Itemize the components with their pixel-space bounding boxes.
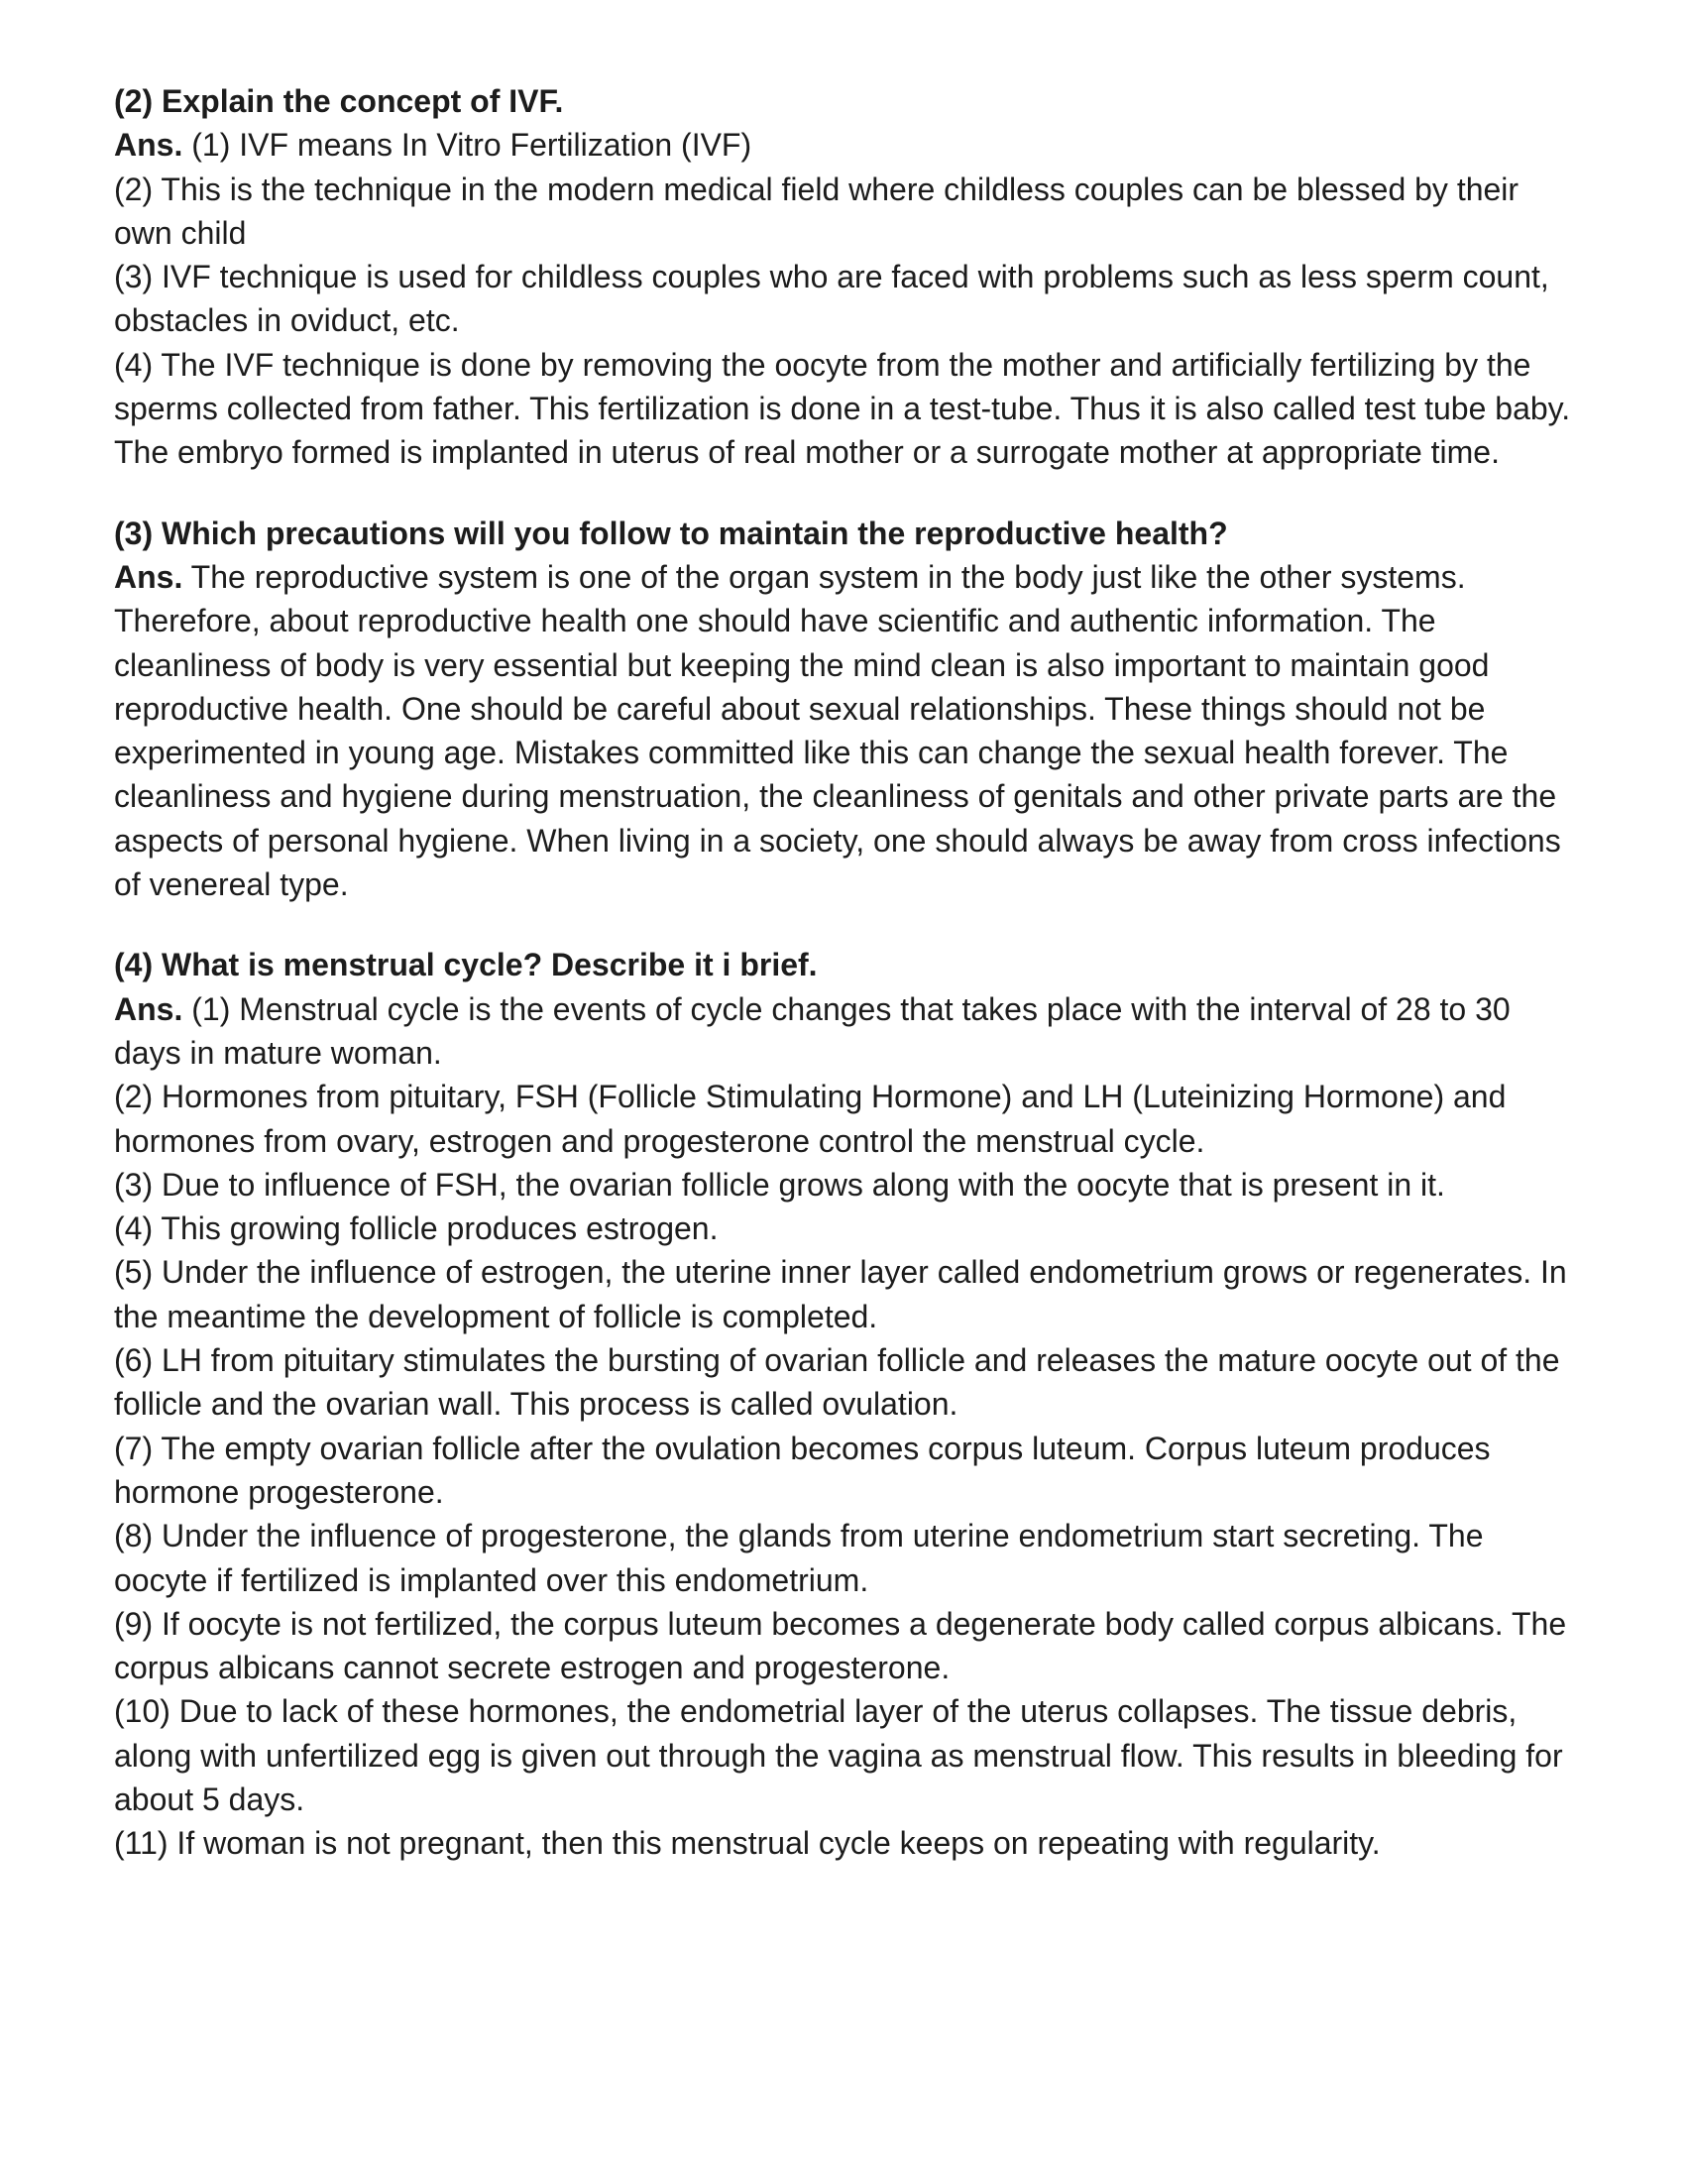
answer-label: Ans. [114,127,183,164]
question-heading: (4) What is menstrual cycle? Describe it i brief. [114,947,818,983]
answer-text: (1) Menstrual cycle is the events of cycle changes that takes place with the interval of 28 to 30 days in mature woman. [114,990,1511,1071]
answer-line: (10) Due to lack of these hormones, the endometrial layer of the uterus collapses. The tissue debris, along with unfertilized egg is given out through the vagina as menstrual flow. This results in bleeding for about 5 days. [114,1693,1563,1817]
qa-section-reproductive-health [114,512,1581,907]
question-heading: (2) Explain the concept of IVF. [114,83,564,119]
answer-line [114,123,1581,167]
document-page [114,79,1581,1866]
answer-line: (5) Under the influence of estrogen, the uterine inner layer called endometrium grows or regenerates. In the meantime the development of follicle is completed. [114,1254,1567,1334]
answer-line: (2) This is the technique in the modern medical field where childless couples can be blessed by their own child [114,171,1519,251]
answer-line: (7) The empty ovarian follicle after the ovulation becomes corpus luteum. Corpus luteum produces hormone progesterone. [114,1430,1491,1510]
qa-section-ivf [114,79,1581,475]
answer-line: (8) Under the influence of progesterone, the glands from uterine endometrium start secreting. The oocyte if fertilized is implanted over this endometrium. [114,1518,1484,1598]
answer-line: (2) Hormones from pituitary, FSH (Follicle Stimulating Hormone) and LH (Luteinizing Hormone) and hormones from ovary, estrogen and progesterone control the menstrual cycle. [114,1079,1507,1159]
answer-line: (3) IVF technique is used for childless couples who are faced with problems such as less sperm count, obstacles in oviduct, etc. [114,259,1549,339]
answer-text: The reproductive system is one of the organ system in the body just like the other systems. Therefore, about reproductive health one should have scientific and authentic information. The cleanliness of body is very essential but keeping the mind clean is also important to maintain good reproductive health. One should be careful about sexual relationships. These things should not be experimented in young age. Mistakes committed like this can change the sexual health forever. The cleanliness and hygiene during menstruation, the cleanliness of genitals and other private parts are the aspects of personal hygiene. When living in a society, one should always be away from cross infections of venereal type. [114,558,1561,903]
answer-label: Ans. [114,558,183,595]
answer-line [114,555,1581,906]
answer-label: Ans. [114,990,183,1027]
answer-line: (4) The IVF technique is done by removing the oocyte from the mother and artificially fertilizing by the sperms collected from father. This fertilization is done in a test-tube. Thus it is also called test tube baby. The embryo formed is implanted in uterus of real mother or a surrogate mother at appropriate time. [114,346,1571,471]
answer-line [114,987,1581,1076]
answer-text: (1) IVF means In Vitro Fertilization (IVF) [182,127,752,164]
answer-line: (11) If woman is not pregnant, then this menstrual cycle keeps on repeating with regularity. [114,1825,1381,1862]
question-heading: (3) Which precautions will you follow to maintain the reproductive health? [114,515,1228,551]
answer-line: (4) This growing follicle produces estrogen. [114,1210,719,1247]
answer-line: (6) LH from pituitary stimulates the bursting of ovarian follicle and releases the mature oocyte out of the follicle and the ovarian wall. This process is called ovulation. [114,1342,1560,1423]
qa-section-menstrual-cycle [114,943,1581,1865]
answer-line: (3) Due to influence of FSH, the ovarian follicle grows along with the oocyte that is present in it. [114,1166,1445,1203]
answer-line: (9) If oocyte is not fertilized, the corpus luteum becomes a degenerate body called corpus albicans. The corpus albicans cannot secrete estrogen and progesterone. [114,1605,1567,1686]
